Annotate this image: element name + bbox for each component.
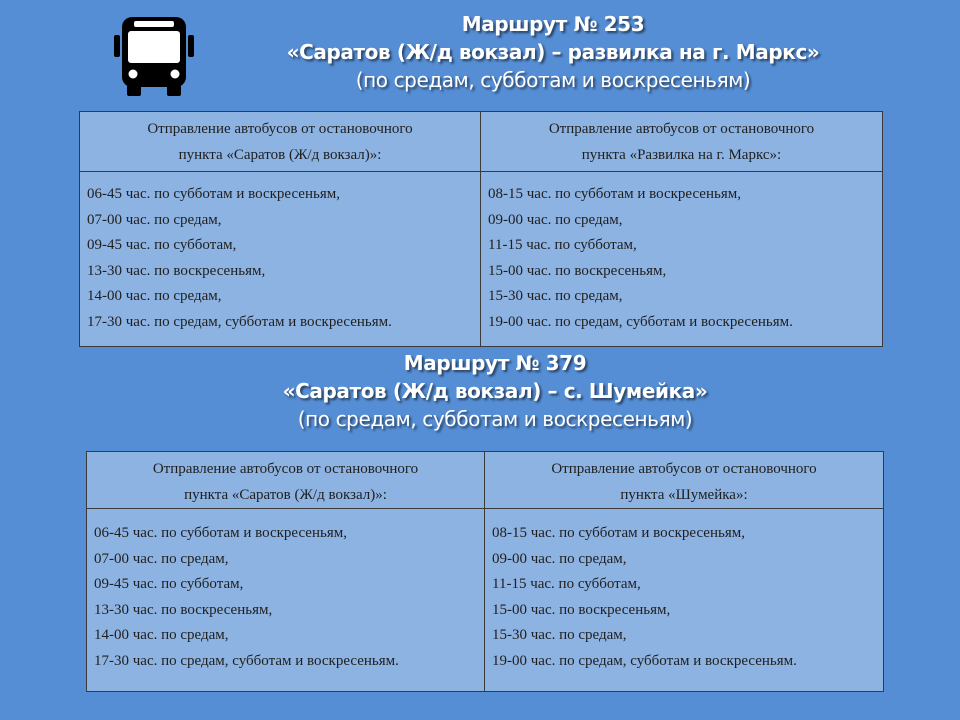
list-item: 09-45 час. по субботам,: [94, 576, 244, 593]
route-days: (по средам, субботам и воскресеньям): [297, 407, 693, 431]
list-item: 09-45 час. по субботам,: [87, 237, 237, 254]
list-item: 09-00 час. по средам,: [492, 550, 627, 567]
header-line: пункта «Саратов (Ж/д вокзал)»:: [184, 487, 387, 503]
right-stop-header: [485, 452, 884, 509]
list-item: 17-30 час. по средам, субботам и воскресеньям.: [87, 313, 392, 330]
list-item: 15-30 час. по средам,: [492, 627, 627, 644]
list-item: 07-00 час. по средам,: [87, 211, 222, 228]
list-item: 15-00 час. по воскресеньям,: [488, 262, 667, 279]
list-item: 19-00 час. по средам, субботам и воскресеньям.: [488, 313, 793, 330]
list-item: 07-00 час. по средам,: [94, 550, 229, 567]
left-departure-times: [87, 509, 485, 692]
header-line: Отправление автобусов от остановочного: [152, 461, 419, 477]
left-stop-header: [87, 452, 485, 509]
route-days: (по средам, субботам и воскресеньям): [355, 68, 751, 92]
list-item: 19-00 час. по средам, субботам и воскресеньям.: [492, 652, 797, 669]
table-row: [87, 509, 884, 692]
list-item: 06-45 час. по субботам и воскресеньям,: [94, 525, 347, 541]
list-item: 08-15 час. по субботам и воскресеньям,: [488, 186, 741, 202]
route-title: Маршрут № 253: [461, 12, 645, 36]
list-item: 17-30 час. по средам, субботам и воскресеньям.: [94, 652, 399, 669]
route-subtitle: «Саратов (Ж/д вокзал) – с. Шумейка»: [282, 379, 708, 403]
list-item: 15-00 час. по воскресеньям,: [492, 601, 671, 618]
header-line: пункта «Саратов (Ж/д вокзал)»:: [178, 147, 382, 163]
list-item: 14-00 час. по средам,: [94, 627, 229, 644]
list-item: 09-00 час. по средам,: [488, 211, 623, 228]
right-stop-header: [481, 112, 883, 172]
list-item: 15-30 час. по средам,: [488, 288, 623, 305]
route-subtitle: «Саратов (Ж/д вокзал) – развилка на г. Маркс»: [286, 40, 820, 64]
list-item: 11-15 час. по субботам,: [488, 237, 637, 254]
route-title: Маршрут № 379: [403, 351, 587, 375]
list-item: 14-00 час. по средам,: [87, 288, 222, 305]
list-item: 11-15 час. по субботам,: [492, 576, 641, 593]
list-item: 06-45 час. по субботам и воскресеньям,: [87, 186, 340, 202]
left-departure-times: [80, 172, 481, 347]
right-departure-times: [481, 172, 883, 347]
table-header-row: [87, 452, 884, 509]
route-253-heading: [150, 10, 956, 94]
list-item: 13-30 час. по воскресеньям,: [87, 262, 266, 279]
header-line: Отправление автобусов от остановочного: [147, 121, 413, 137]
list-item: 08-15 час. по субботам и воскресеньям,: [492, 525, 745, 541]
header-line: пункта «Развилка на г. Маркс»:: [581, 147, 782, 163]
table-row: [80, 172, 883, 347]
header-line: пункта «Шумейка»:: [620, 487, 748, 503]
list-item: 13-30 час. по воскресеньям,: [94, 601, 273, 618]
left-stop-header: [80, 112, 481, 172]
route-379-heading: [100, 349, 890, 433]
header-line: Отправление автобусов от остановочного: [548, 121, 815, 137]
header-line: Отправление автобусов от остановочного: [551, 461, 817, 477]
right-departure-times: [485, 509, 884, 692]
route-379-schedule-table: [86, 451, 884, 692]
route-253-schedule-table: [79, 111, 883, 347]
table-header-row: [80, 112, 883, 172]
